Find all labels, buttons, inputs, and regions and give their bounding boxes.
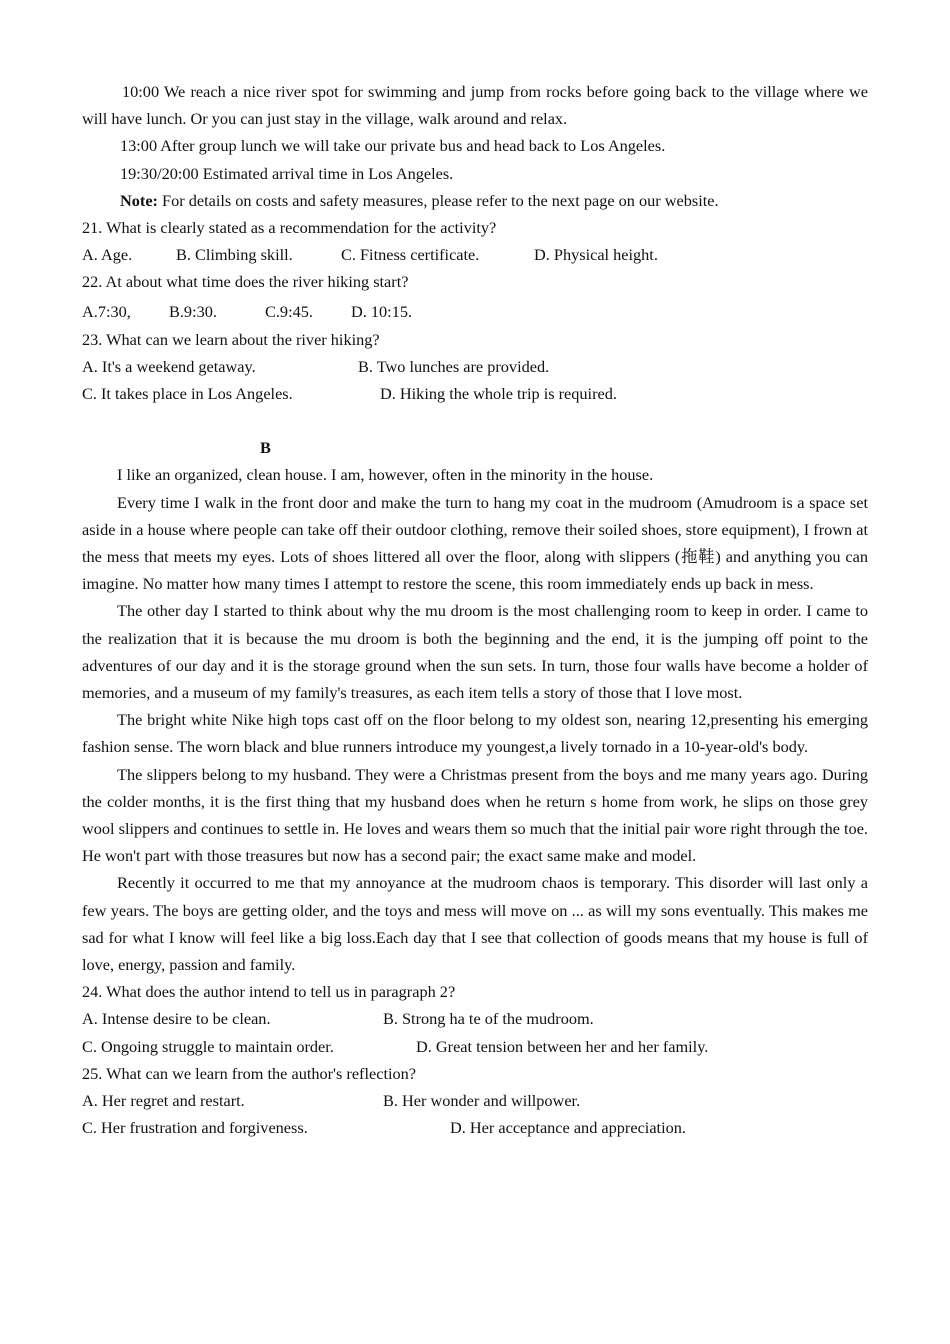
option-25-c: C. Her frustration and forgiveness. [82,1118,308,1138]
question-25: 25. What can we learn from the author's reflection? [82,1063,416,1083]
passage-paragraph-6: Recently it occurred to me that my annoyance at the mudroom chaos is temporary. This disorder will last only a few years. The boys are getting older, and the toys and mess will move on ... as will my sons eventually. This makes me sad for what I know will feel like a big loss.Each day that I see that collection of goods means that my house is full of love, energy, passion and family. [82,873,868,975]
section-b-heading [82,434,868,461]
question-25-options-row1 [82,1087,868,1114]
option-23-a: A. It's a weekend getaway. [82,356,256,376]
itinerary-1300: 13:00 After group lunch we will take our private bus and head back to Los Angeles. [120,136,666,156]
note-text: For details on costs and safety measures, please refer to the next page on our website. [157,190,719,210]
itinerary-1000: 10:00 We reach a nice river spot for swimming and jump from rocks before going back to the village where we will have lunch. Or you can just stay in the village, walk around and relax. [82,82,868,129]
question-22-options [82,298,868,326]
option-25-d: D. Her acceptance and appreciation. [450,1118,686,1138]
option-21-b: B. Climbing skill. [176,245,293,265]
passage-paragraph-2: Every time I walk in the front door and make the turn to hang my coat in the mudroom (Amudroom is a space set aside in a house where people can take off their outdoor clothing, remove their soiled shoes, store equipment), I frown at the mess that meets my eyes. Lots of shoes littered all over the floor, along with slippers (拖鞋) and anything you can imagine. No matter how many times I attempt to restore the scene, this room immediately ends up back in mess. [82,492,868,594]
spacer [82,407,868,434]
question-24-options-row1 [82,1005,868,1032]
option-21-a: A. Age. [82,245,133,265]
option-22-c: C.9:45. [265,301,313,321]
note-label: Note: [120,190,158,210]
option-21-d: D. Physical height. [534,245,658,265]
option-22-a: A.7:30, [82,301,131,321]
question-24-options-row2 [82,1033,868,1060]
option-23-d: D. Hiking the whole trip is required. [380,384,617,403]
question-23-options-row2 [82,380,868,407]
option-24-b: B. Strong ha te of the mudroom. [383,1009,594,1029]
option-25-a: A. Her regret and restart. [82,1091,245,1111]
question-21: 21. What is clearly stated as a recommendation for the activity? [82,218,497,238]
itinerary-1930: 19:30/20:00 Estimated arrival time in Los Angeles. [120,163,454,183]
exam-page [82,78,868,1141]
option-23-c: C. It takes place in Los Angeles. [82,384,293,403]
option-22-b: B.9:30. [169,301,217,321]
passage-paragraph-3: The other day I started to think about why the mu droom is the most challenging room to keep in order. I came to the realization that it is because the mu droom is both the beginning and the end, it is the jumping off point to the adventures of our day and it is the storage ground when the sun sets. In turn, those four walls have become a holder of memories, and a museum of my family's treasures, as each item tells a story of those that I love most. [82,601,868,702]
option-24-a: A. Intense desire to be clean. [82,1009,271,1029]
question-25-options-row2 [82,1114,868,1141]
passage-paragraph-5: The slippers belong to my husband. They were a Christmas present from the boys and me many years ago. During the colder months, it is the first thing that my husband does when he return s home from work, he slips on those grey wool slippers and continues to settle in. He loves and wears them so much that the initial pair wore right through the toe. He won't part with those treasures but now has a second pair; the exact same make and model. [82,764,868,866]
option-24-c: C. Ongoing struggle to maintain order. [82,1036,334,1056]
question-22: 22. At about what time does the river hiking start? [82,272,409,292]
option-24-d: D. Great tension between her and her family. [416,1036,709,1056]
question-23: 23. What can we learn about the river hiking? [82,329,380,349]
option-23-b: B. Two lunches are provided. [358,356,550,376]
option-21-c: C. Fitness certificate. [341,245,480,265]
option-22-d: D. 10:15. [351,301,413,321]
question-24: 24. What does the author intend to tell us in paragraph 2? [82,982,456,1002]
passage-paragraph-4: The bright white Nike high tops cast off on the floor belong to my oldest son, nearing 12,presenting his emerging fashion sense. The worn black and blue runners introduce my youngest,a lively tornado in a 10-year-old's body. [82,710,868,757]
note-paragraph [82,187,868,214]
section-b-letter: B [260,438,271,458]
question-23-options-row1 [82,353,868,380]
option-25-b: B. Her wonder and willpower. [383,1091,581,1111]
question-21-options [82,241,868,268]
passage-paragraph-1: I like an organized, clean house. I am, however, often in the minority in the house. [117,465,654,485]
